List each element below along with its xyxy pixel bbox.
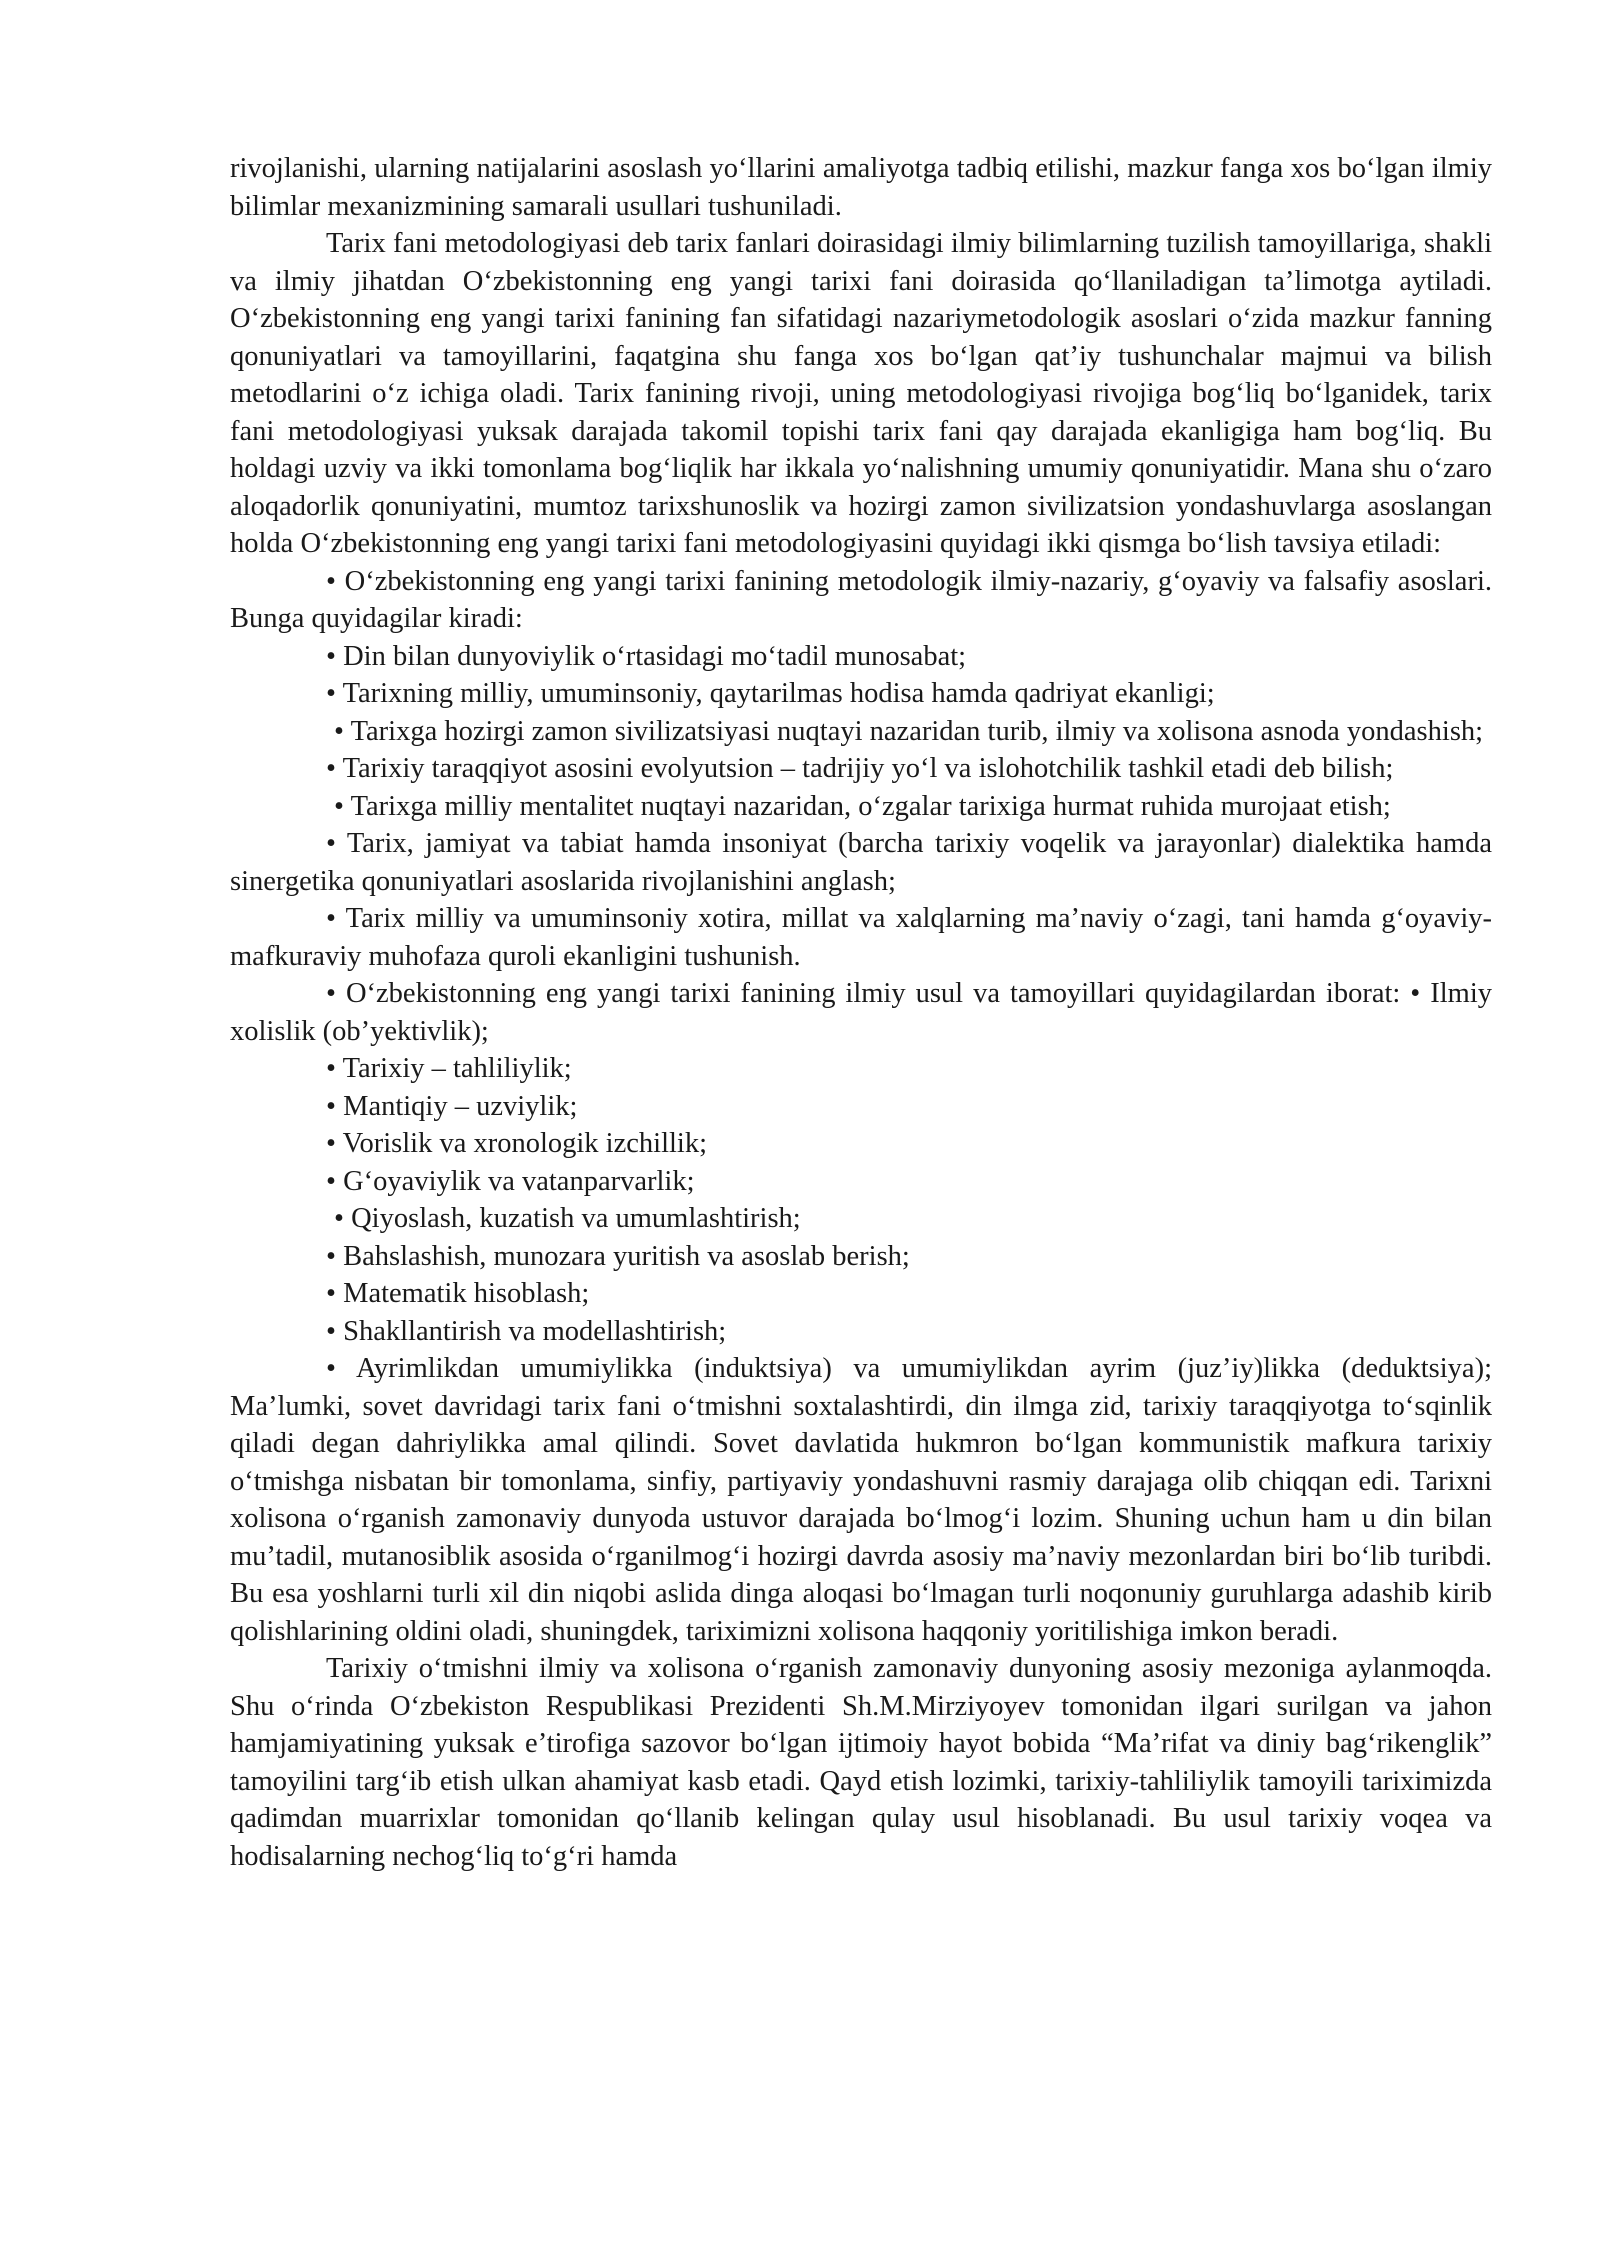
bullet-principles: • O‘zbekistonning eng yangi tarixi fanining ilmiy usul va tamoyillari quyidagilardan iborat: • Ilmiy xolislik (ob’yektivlik);	[230, 978, 1492, 1047]
bullet-item: • Mantiqiy – uzviylik;	[326, 1090, 578, 1122]
bullet-item: • Din bilan dunyoviylik o‘rtasidagi mo‘tadil munosabat;	[326, 640, 967, 672]
bullet-foundations: • O‘zbekistonning eng yangi tarixi fanining metodologik ilmiy-nazariy, g‘oyaviy va falsafiy asoslari. Bunga quyidagilar kiradi:	[230, 565, 1492, 634]
document-page	[230, 150, 1492, 1875]
bullet-item: • Tarixga milliy mentalitet nuqtayi nazaridan, o‘zgalar tarixiga hurmat ruhida murojaat etish;	[334, 790, 1391, 822]
paragraph-continuation: rivojlanishi, ularning natijalarini asoslash yo‘llarini amaliyotga tadbiq etilishi, mazkur fanga xos bo‘lgan ilmiy bilimlar mexanizmining samarali usullari tushuniladi.	[230, 153, 1492, 222]
paragraph-historical-past: Tarixiy o‘tmishni ilmiy va xolisona o‘rganish zamonaviy dunyoning asosiy mezoniga aylanmoqda. Shu o‘rinda O‘zbekiston Respublikasi Prezidenti Sh.M.Mirziyoyev tomonidan ilgari surilgan va jahon hamjamiyatining yuksak e’tirofiga sazovor bo‘lgan ijtimoiy hayot bobida “Ma’rifat va diniy bag‘rikenglik” tamoyilini targ‘ib etish ulkan ahamiyat kasb etadi. Qayd etish lozimki, tarixiy-tahliliylik tamoyili tariximizda qadimdan muarrixlar tomonidan qo‘llanib kelingan qulay usul hisoblanadi. Bu usul tarixiy voqea va hodisalarning nechog‘liq to‘g‘ri hamda	[230, 1653, 1492, 1872]
bullet-item: • Tarixiy taraqqiyot asosini evolyutsion – tadrijiy yo‘l va islohotchilik tashkil etadi deb bilish;	[326, 753, 1394, 784]
bullet-item: • Bahslashish, munozara yuritish va asoslab berish;	[326, 1240, 910, 1272]
paragraph-induction-soviet: • Ayrimlikdan umumiylikka (induktsiya) va umumiylikdan ayrim (juz’iy)likka (deduktsiya); Ma’lumki, sovet davridagi tarix fani o‘tmishni soxtalashtirdi, din ilmga zid, tarixiy taraqqiyotga to‘sqinlik qiladi degan dahriylikka amal qilindi. Sovet davlatida hukmron bo‘lgan kommunistik mafkura tarixiy o‘tmishga nisbatan bir tomonlama, sinfiy, partiyaviy yondashuvni rasmiy darajaga olib chiqqan edi. Tarixni xolisona o‘rganish zamonaviy dunyoda ustuvor darajada bo‘lmog‘i lozim. Shuning uchun ham u din bilan mu’tadil, mutanosiblik asosida o‘rganilmog‘i hozirgi davrda asosiy ma’naviy mezonlardan biri bo‘lib turibdi. Bu esa yoshlarni turli xil din niqobi aslida dinga aloqasi bo‘lmagan turli noqonuniy guruhlarga adashib kirib qolishlarining oldini oladi, shuningdek, tariximizni xolisona haqqoniy yoritilishiga imkon beradi.	[230, 1353, 1492, 1647]
bullet-item: • Matematik hisoblash;	[326, 1278, 590, 1309]
paragraph-methodology: Tarix fani metodologiyasi deb tarix fanlari doirasidagi ilmiy bilimlarning tuzilish tamoyillariga, shakli va ilmiy jihatdan O‘zbekistonning eng yangi tarixi fani doirasida qo‘llaniladigan ta’limotga aytiladi. O‘zbekistonning eng yangi tarixi fanining fan sifatidagi nazariymetodologik asoslari o‘zida mazkur fanning qonuniyatlari va tamoyillarini, faqatgina shu fanga xos bo‘lgan qat’iy tushunchalar majmui va bilish metodlarini o‘z ichiga oladi. Tarix fanining rivoji, uning metodologiyasi rivojiga bog‘liq bo‘lganidek, tarix fani metodologiyasi yuksak darajada takomil topishi tarix fani qay darajada ekanligiga ham bog‘liq. Bu holdagi uzviy va ikki tomonlama bog‘liqlik har ikkala yo‘nalishning umumiy qonuniyatidir. Mana shu o‘zaro aloqadorlik qonuniyatini, mumtoz tarixshunoslik va hozirgi zamon sivilizatsion yondashuvlarga asoslangan holda O‘zbekistonning eng yangi tarixi fani metodologiyasini quyidagi ikki qismga bo‘lish tavsiya etiladi:	[230, 228, 1492, 559]
bullet-item: • Tarix milliy va umuminsoniy xotira, millat va xalqlarning ma’naviy o‘zagi, tani hamda g‘oyaviy-mafkuraviy muhofaza quroli ekanligini tushunish.	[230, 903, 1492, 972]
bullet-item: • Vorislik va xronologik izchillik;	[326, 1128, 707, 1159]
bullet-item: • Tarixiy – tahliliylik;	[326, 1053, 572, 1084]
bullet-item: • Shakllantirish va modellashtirish;	[326, 1315, 727, 1347]
bullet-item: • G‘oyaviylik va vatanparvarlik;	[326, 1165, 695, 1197]
bullet-item: • Tarixga hozirgi zamon sivilizatsiyasi nuqtayi nazaridan turib, ilmiy va xolisona asnoda yondashish;	[334, 715, 1484, 747]
bullet-item: • Qiyoslash, kuzatish va umumlashtirish;	[334, 1203, 801, 1234]
bullet-item: • Tarix, jamiyat va tabiat hamda insoniyat (barcha tarixiy voqelik va jarayonlar) dialektika hamda sinergetika qonuniyatlari asoslarida rivojlanishini anglash;	[230, 828, 1492, 897]
bullet-item: • Tarixning milliy, umuminsoniy, qaytarilmas hodisa hamda qadriyat ekanligi;	[326, 678, 1215, 709]
